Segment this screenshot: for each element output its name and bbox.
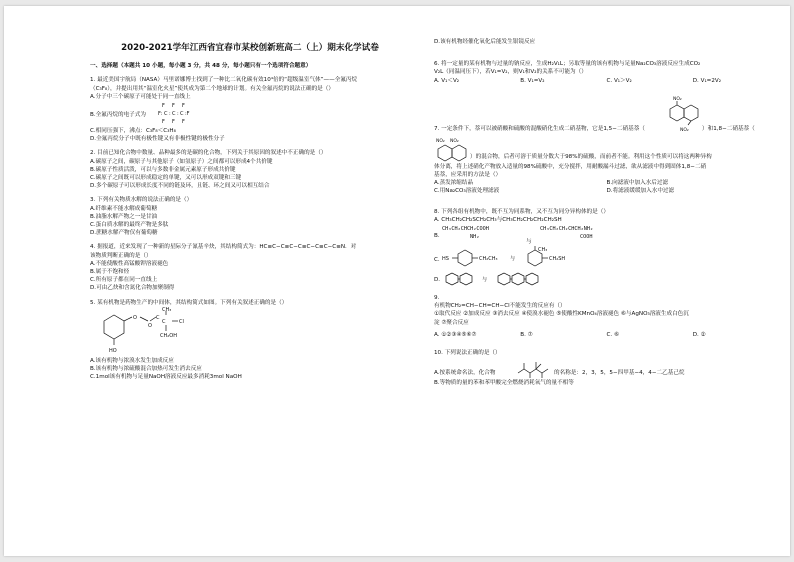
svg-text:NO₂: NO₂ bbox=[436, 138, 445, 144]
question-1 bbox=[90, 76, 410, 143]
question-stem: 10. 下列说法正确的是（） bbox=[434, 350, 501, 357]
svg-text:F: F bbox=[182, 103, 185, 110]
option-b-row bbox=[90, 101, 410, 127]
svg-text:F:: F: bbox=[158, 111, 163, 118]
question-stem: ）和1,8−二硝基萘（ bbox=[702, 125, 755, 132]
option-c: C.碳原子之间既可以形成稳定的单键，又可以形成双键和三键 bbox=[90, 175, 242, 182]
question-stem: 3. 下列有关物质水解的说法正确的是（） bbox=[90, 197, 193, 204]
question-stem: 体分离，将上述硝化产物放入适量的98%硫酸中，充分搅拌，用耐酸漏斗过滤，欲从滤液中得到固体1,8−二硝 bbox=[434, 163, 707, 170]
formula: CH₃CH₂CHCH₂COOH bbox=[442, 226, 489, 233]
svg-text:与: 与 bbox=[482, 277, 488, 284]
question-stem: 有机物CH₂=CH−CH=CH−Cl不能发生的反应有（） bbox=[434, 303, 566, 310]
option-d: D.可由乙炔和含氮化合物加聚制得 bbox=[90, 285, 175, 292]
option-b: B. ⑦ bbox=[520, 331, 533, 338]
question-6 bbox=[434, 60, 779, 85]
option-b: B. V₁=V₂ bbox=[520, 77, 545, 84]
option-a: A.蒸发浓缩结晶 bbox=[434, 180, 474, 187]
option-d: D.全氟丙烷分子中既有极性键又有非极性键的极性分子 bbox=[90, 136, 225, 143]
question-stem: 4. 据报道，近来发现了一种新的星际分子氰基辛炔，其结构简式为：HC≡C−C≡C−C≡C−C≡C−C≡N．对 bbox=[90, 244, 357, 251]
question-stem: V₂L（同温同压下），若V₁=V₂，则V₁和V₂的关系不可能为（） bbox=[434, 69, 587, 76]
question-stem: ①取代反应 ②加成反应 ③消去反应 ④使溴水褪色 ⑤使酸性KMnO₄溶液褪色 ⑥与AgNO₃溶液生成白色沉 bbox=[434, 311, 689, 318]
svg-text:C: C bbox=[180, 111, 184, 118]
question-stem: 6. 将一定量的某有机物与过量的钠反应，生成H₂V₁L；另取等量的该有机物与足量Na₂CO₃溶液反应生成CO₂ bbox=[434, 61, 701, 68]
option-c: C.所有原子都在同一直线上 bbox=[90, 277, 158, 284]
question-4 bbox=[90, 243, 410, 292]
structure-diagram bbox=[90, 307, 210, 357]
option-c: C.用Na₂CO₃溶液处理滤液 bbox=[434, 188, 500, 195]
option-d-structures bbox=[442, 270, 592, 288]
option-a: A. ①②③④⑤⑥⑦ bbox=[434, 331, 477, 338]
svg-text:O: O bbox=[148, 322, 152, 329]
question-7 bbox=[434, 91, 779, 196]
svg-text:与: 与 bbox=[510, 256, 516, 263]
page-title: 2020-2021学年江西省宜春市某校创新班高二（上）期末化学试卷 bbox=[121, 43, 379, 53]
svg-text:O: O bbox=[133, 314, 137, 321]
question-stem: 7. 一定条件下，萘可以被硝酸和硫酸的混酸硝化生成二硝基物，它是1,5−二硝基萘（ bbox=[434, 125, 645, 132]
question-stem: 1. 最近美国宇航局（NASA）马里诺娜博士找到了一种比二氧化碳有效10⁴倍的“超级温室气体”——全氟丙烷 bbox=[90, 77, 358, 84]
svg-text:Cl: Cl bbox=[179, 318, 184, 325]
question-2 bbox=[90, 149, 410, 190]
option-c-row bbox=[434, 246, 779, 270]
option-a: A.按系统命名法，化合物 bbox=[434, 370, 496, 377]
option-b: B.该有机物与浓硫酸混合加热可发生消去反应 bbox=[90, 366, 202, 373]
svg-text:C: C bbox=[162, 318, 166, 325]
exam-page bbox=[4, 6, 790, 556]
formula-substituent: NH₂ bbox=[470, 234, 480, 241]
option-c-label: C. bbox=[434, 257, 440, 264]
right-column bbox=[434, 6, 779, 387]
option-b: B.等物质的量的苯和苯甲酸完全燃烧消耗氧气的量不相等 bbox=[434, 380, 574, 387]
svg-text::: : bbox=[177, 111, 179, 118]
svg-text:F: F bbox=[162, 119, 165, 126]
question-stem: （C₃F₈），并提出用其“温室化火星”使其成为第二个地球的计划。有关全氟丙烷的说法正确的是（） bbox=[90, 85, 334, 92]
option-c: C. V₁＞V₂ bbox=[606, 77, 632, 84]
svg-text:NO₂: NO₂ bbox=[680, 127, 689, 133]
svg-text:CH₃: CH₃ bbox=[162, 306, 172, 313]
question-stem: 基萘，应采用的方法是（） bbox=[434, 172, 502, 179]
option-c-structures bbox=[442, 246, 592, 270]
option-a: A.纤维素不能水解成葡萄糖 bbox=[90, 205, 158, 212]
q7-stem-row bbox=[434, 91, 779, 137]
option-c: C.相同压强下，沸点：C₃F₈＜C₃H₈ bbox=[90, 128, 176, 135]
svg-text:F: F bbox=[172, 119, 175, 126]
option-a-row bbox=[434, 357, 779, 379]
conjunction: 与 bbox=[526, 239, 532, 246]
option-b-row bbox=[434, 224, 779, 246]
option-a: A.碳原子之间，碳原子与其他原子（如氢原子）之间都可以形成4个共价键 bbox=[90, 158, 273, 165]
option-a: A.分子中三个碳原子可能处于同一直线上 bbox=[90, 93, 191, 100]
option-d: D.该有机物经催化氧化后能发生银镜反应 bbox=[434, 39, 536, 45]
options-row bbox=[434, 331, 779, 339]
svg-text:F: F bbox=[172, 103, 175, 110]
svg-text:C: C bbox=[156, 314, 160, 321]
option-b: B.碳原子性质活泼，可以与多数非金属元素原子形成共价键 bbox=[90, 166, 236, 173]
options-row bbox=[434, 77, 779, 85]
q7-second-row bbox=[434, 137, 779, 163]
skeletal-structure bbox=[516, 357, 552, 379]
svg-text:NO₂: NO₂ bbox=[450, 138, 459, 144]
options-row bbox=[434, 187, 779, 195]
svg-text:CH₂SH: CH₂SH bbox=[549, 256, 566, 263]
option-d: D.多个碳原子可以形成长度不同的链及环，且链、环之间又可以相互结合 bbox=[90, 183, 270, 190]
option-b-label: B. bbox=[434, 233, 440, 240]
option-d-row bbox=[434, 270, 779, 288]
formula: CH₃CH₂CH₂CHCH₂NH₂ bbox=[540, 226, 594, 233]
option-a: A.不能使酸性高锰酸钾溶液褪色 bbox=[90, 260, 169, 267]
option-a: A. V₁＜V₂ bbox=[434, 77, 460, 84]
svg-text:F: F bbox=[162, 103, 165, 110]
question-stem: 淀 ⑦聚合反应 bbox=[434, 319, 469, 326]
formula-substituent: COOH bbox=[580, 234, 593, 241]
svg-text::: : bbox=[169, 111, 171, 118]
option-d-label: D. bbox=[434, 277, 441, 284]
naphthalene-1-8-diagram bbox=[434, 137, 470, 163]
option-c: C. ⑥ bbox=[606, 331, 619, 338]
option-a: A.该有机物与浓溴水发生加成反应 bbox=[90, 357, 174, 364]
option-a-name: 的名称是：2，3，5，5−四甲基−4，4−二乙基己烷 bbox=[554, 370, 685, 377]
option-b: B.属于不饱和烃 bbox=[90, 269, 130, 276]
question-stem: ）的混合物，后者可溶于质量分数大于98%的硫酸，而前者不能。利用这个性质可以将这两种异构 bbox=[470, 153, 712, 160]
svg-text:C: C bbox=[172, 111, 176, 118]
svg-text:C: C bbox=[164, 111, 168, 118]
option-b: B.全氟丙烷的电子式为 bbox=[90, 112, 146, 119]
option-b: B.向滤液中加入水后过滤 bbox=[606, 180, 669, 187]
question-5 bbox=[90, 299, 410, 382]
svg-text:CH₃: CH₃ bbox=[538, 247, 548, 254]
option-d: D. ② bbox=[692, 331, 706, 338]
question-number: 9. bbox=[434, 295, 440, 302]
option-c: C.蛋白质水解的最终产物是多肽 bbox=[90, 222, 169, 229]
svg-text:F: F bbox=[182, 119, 185, 126]
svg-text::F: :F bbox=[185, 111, 190, 118]
svg-text:HS: HS bbox=[442, 256, 449, 263]
left-column bbox=[90, 6, 410, 381]
svg-text:CH₂OH: CH₂OH bbox=[160, 332, 177, 339]
option-d: D.蔗糖水解产物仅有葡萄糖 bbox=[90, 230, 158, 237]
svg-text:HO: HO bbox=[109, 347, 117, 354]
question-9 bbox=[434, 294, 779, 339]
question-10 bbox=[434, 349, 779, 387]
option-b: B.油脂水解产物之一是甘油 bbox=[90, 213, 158, 220]
svg-text:NO₂: NO₂ bbox=[673, 96, 682, 102]
naphthalene-1-5-diagram bbox=[666, 95, 700, 135]
question-stem: 5. 某有机物是药物生产的中间体，其结构简式如图。下列有关叙述正确的是（） bbox=[90, 299, 288, 306]
electron-formula-diagram bbox=[158, 101, 200, 129]
option-d: D.将滤液缓缓加入水中过滤 bbox=[606, 188, 675, 195]
question-3 bbox=[90, 196, 410, 237]
options-row bbox=[434, 179, 779, 187]
question-stem: 2. 目前已知化合物中数量、品种最多的是碳的化合物，下列关于其原因的叙述中不正确的是（） bbox=[90, 150, 327, 157]
question-stem: 8. 下列各组有机物中，既不互为同系物，又不互为同分异构体的是（） bbox=[434, 208, 609, 215]
option-d: D. V₁=2V₂ bbox=[692, 77, 721, 84]
question-8 bbox=[434, 208, 779, 288]
question-stem: 该物质判断正确的是（） bbox=[90, 252, 152, 259]
option-c: C.1mol该有机物与足量NaOH溶液反应最多消耗3mol NaOH bbox=[90, 374, 242, 381]
option-a: A. CH₃CH₂CH₂SCH₂CH₃与CH₃CH₂CH₂CH₂CH₂SH bbox=[434, 216, 562, 223]
section-heading: 一、选择题（本题共 10 小题，每小题 3 分，共 48 分，每小题只有一个选项符合题意） bbox=[90, 63, 312, 70]
svg-text:CH₂CH₃: CH₂CH₃ bbox=[479, 256, 498, 263]
